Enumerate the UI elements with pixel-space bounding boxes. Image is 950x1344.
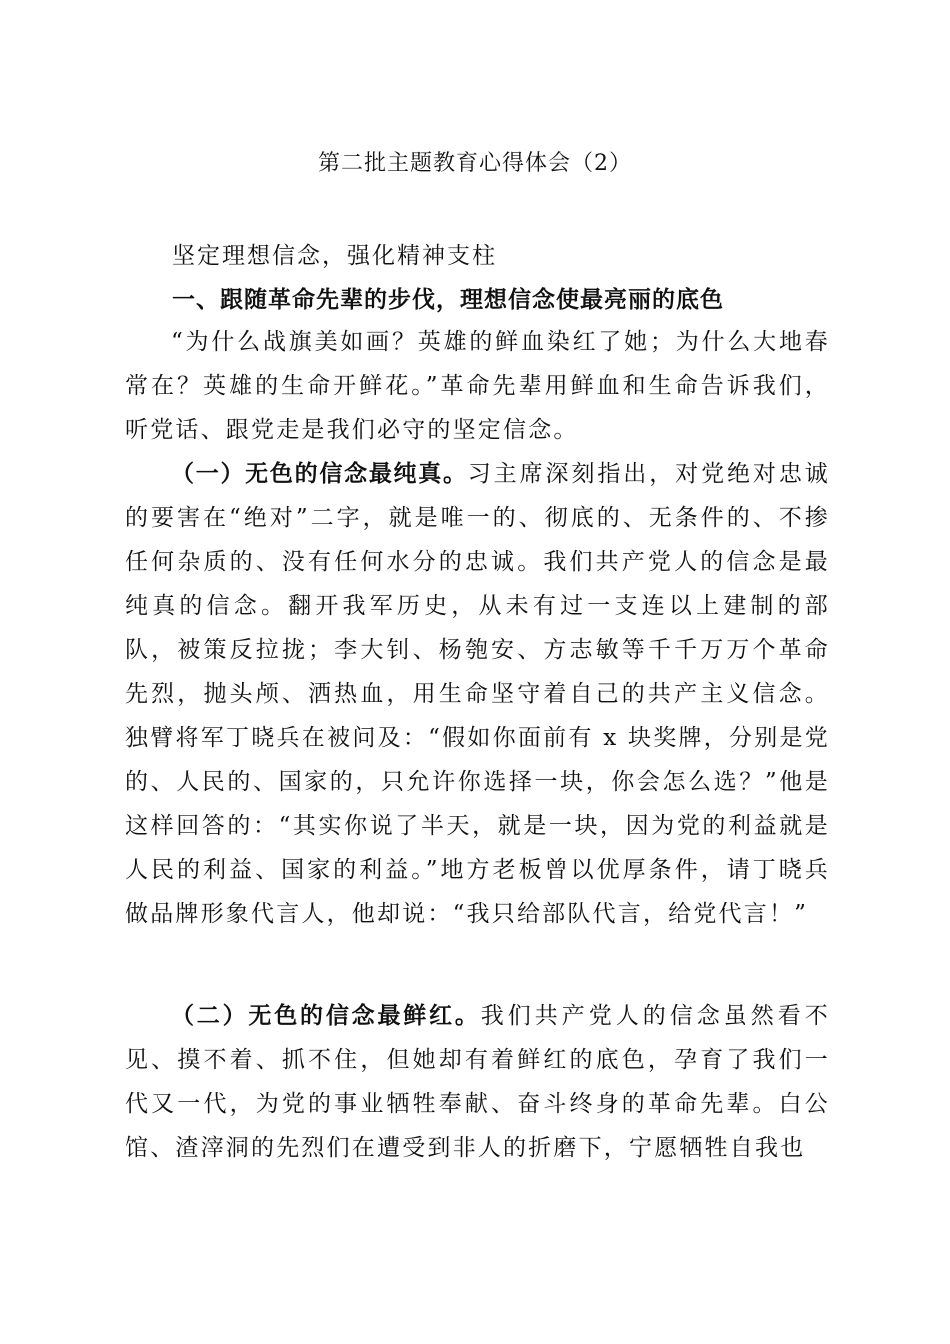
paragraph-one bbox=[125, 452, 830, 936]
document-subtitle: 坚定理想信念，强化精神支柱 bbox=[172, 243, 497, 269]
paragraph-intro bbox=[125, 320, 830, 452]
paragraph-two-lead: （二）无色的信念最鲜红。 bbox=[171, 1003, 481, 1029]
paragraph-intro-text: “为什么战旗美如画？英雄的鲜血染红了她；为什么大地春常在？英雄的生命开鲜花。”革命先辈用鲜血和生命告诉我们，听党话、跟党走是我们必守的坚定信念。 bbox=[125, 329, 830, 443]
paragraph-one-text: 习主席深刻指出，对党绝对忠诚的要害在“绝对”二字，就是唯一的、彻底的、无条件的、不掺任何杂质的、没有任何水分的忠诚。我们共产党人的信念是最纯真的信念。翻开我军历史，从未有过一支连以上建制的部队，被策反拉拢；李大钊、杨匏安、方志敏等千千万万个革命先烈，抛头颅、洒热血，用生命坚守着自己的共产主义信念。独臂将军丁晓兵在被问及：“假如你面前有 x 块奖牌，分别是党的、人民的、国家的，只允许你选择一块，你会怎么选？”他是这样回答的：“其实你说了半天，就是一块，因为党的利益就是人民的利益、国家的利益。”地方老板曾以优厚条件，请丁晓兵做品牌形象代言人，他却说：“我只给部队代言，给党代言！” bbox=[125, 461, 830, 927]
paragraph-one-lead: （一）无色的信念最纯真。 bbox=[171, 461, 468, 487]
paragraph-two-text: 我们共产党人的信念虽然看不见、摸不着、抓不住，但她却有着鲜红的底色，孕育了我们一代又一代，为党的事业牺牲奉献、奋斗终身的革命先辈。白公馆、渣滓洞的先烈们在遭受到非人的折磨下，宁愿牺牲自我也 bbox=[125, 1003, 830, 1161]
document-title: 第二批主题教育心得体会（2） bbox=[318, 151, 632, 176]
paragraph-two bbox=[125, 994, 830, 1170]
section-heading: 一、跟随革命先辈的步伐，理想信念使最亮丽的底色 bbox=[172, 287, 724, 313]
